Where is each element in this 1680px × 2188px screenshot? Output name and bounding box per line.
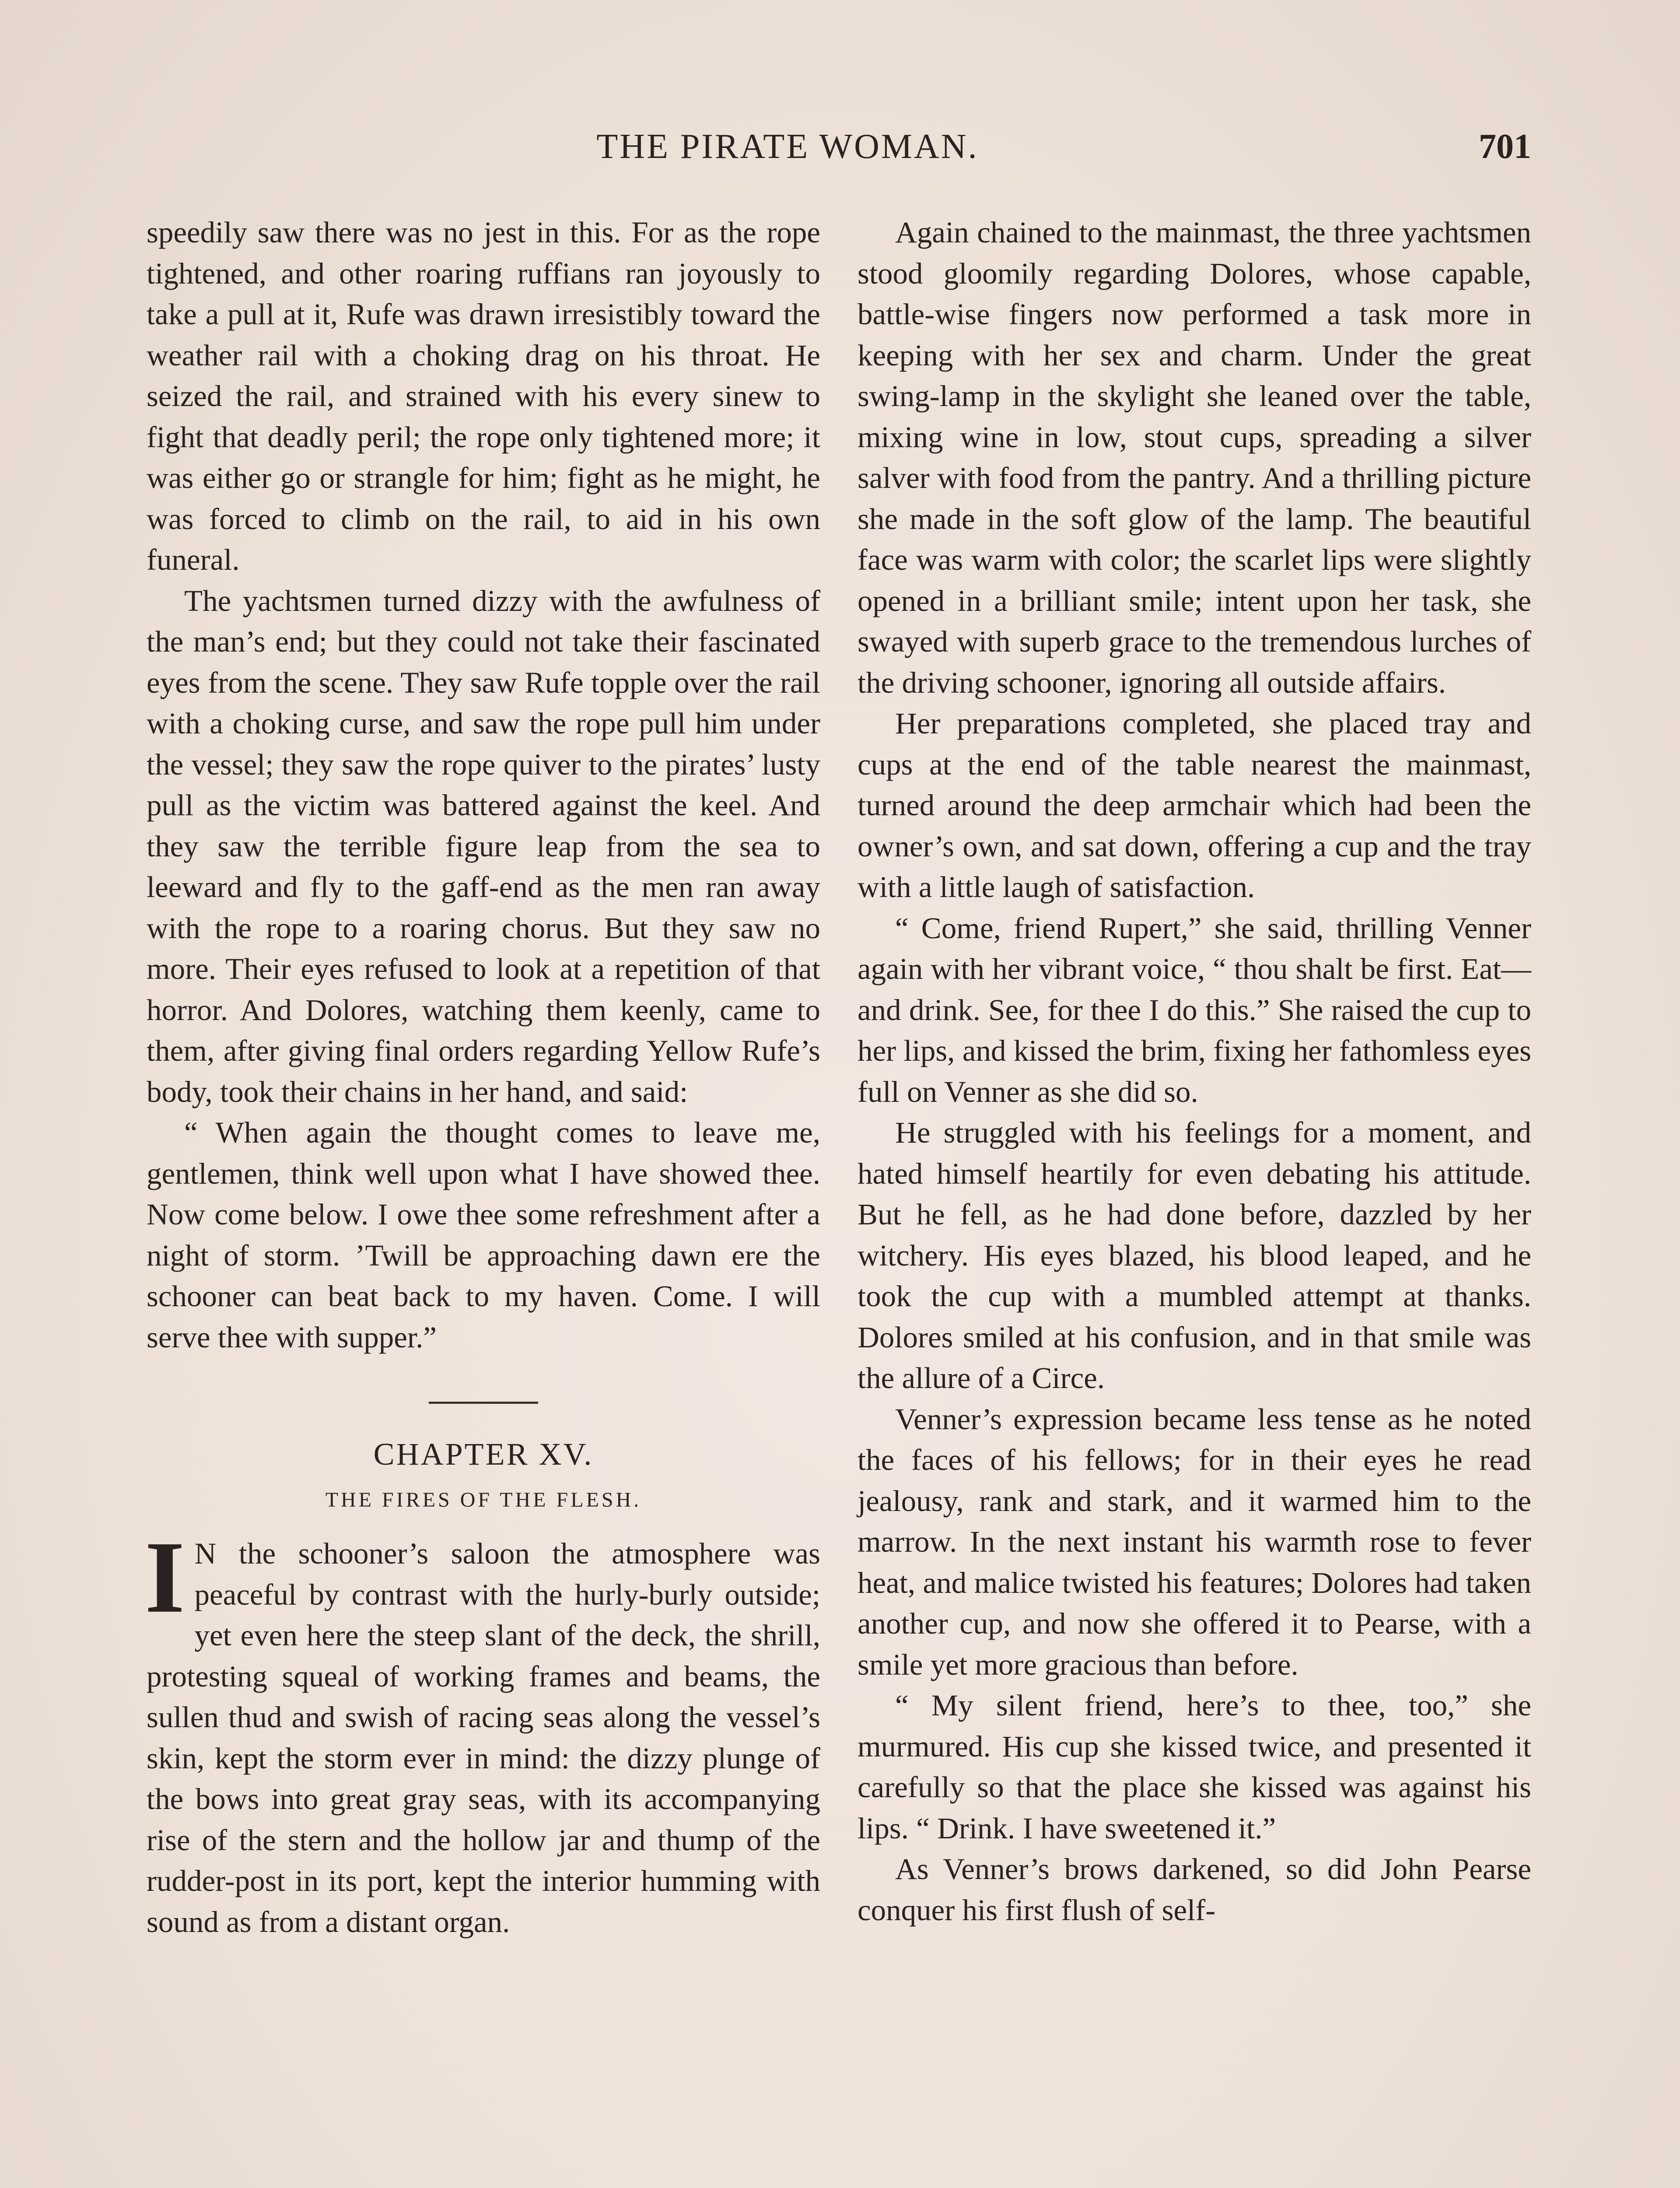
paragraph: “ Come, friend Rupert,” she said, thrilling Venner again with her vibrant voice, “ thou shalt be first. Eat—and drink. See, for thee I do this.” She raised the cup to her lips, and kissed the brim, fixing her fathomless eyes full on Venner as she did so. — [858, 911, 1531, 1108]
paragraph: speedily saw there was no jest in this. For as the rope tightened, and other roaring ruffians ran joyously to take a pull at it, Rufe was drawn irresistibly toward the weather rail with a choking drag on his throat. He seized the rail, and strained with his every sinew to fight that deadly peril; the rope only tightened more; it was either go or strangle for him; fight as he might, he was forced to climb on the rail, to aid in his own funeral. — [147, 216, 820, 576]
left-column — [147, 212, 820, 1943]
paragraph: “ My silent friend, here’s to thee, too,” she murmured. His cup she kissed twice, and presented it carefully so that the place she kissed was against his lips. “ Drink. I have sweetened it.” — [858, 1689, 1531, 1845]
chapter-first-paragraph — [145, 1520, 820, 1943]
right-column — [858, 212, 1531, 1931]
chapter-subtitle: THE FIRES OF THE FLESH. — [325, 1488, 642, 1511]
paragraph: Again chained to the mainmast, the three yachtsmen stood gloomily regarding Dolores, whose capable, battle-wise fingers now performed a task more in keeping with her sex and charm. Under the great swing-lamp in the skylight she leaned over the table, mixing wine in low, stout cups, spreading a silver salver with food from the pantry. And a thrilling picture she made in the soft glow of the lamp. The beautiful face was warm with color; the scarlet lips were slightly opened in a brilliant smile; intent upon her task, she swayed with superb grace to the tremendous lurches of the driving schooner, ignoring all outside affairs. — [858, 216, 1531, 699]
paragraph: As Venner’s brows darkened, so did John Pearse conquer his first flush of self- — [858, 1852, 1531, 1927]
page-number: 701 — [1479, 127, 1531, 166]
running-title: THE PIRATE WOMAN. — [596, 127, 979, 166]
paragraph: Her preparations completed, she placed tray and cups at the end of the table nearest the mainmast, turned around the deep armchair which had been the owner’s own, and sat down, offering a cup and the tray with a little laugh of satisfaction. — [858, 707, 1531, 904]
chapter-title: CHAPTER XV. — [373, 1437, 594, 1472]
drop-cap: I — [145, 1520, 185, 1634]
paragraph: The yachtsmen turned dizzy with the awfulness of the man’s end; but they could not take their fascinated eyes from the scene. They saw Rufe topple over the rail with a choking curse, and saw the rope pull him under the vessel; they saw the rope quiver to the pirates’ lusty pull as the victim was battered against the keel. And they saw the terrible figure leap from the sea to leeward and fly to the gaff-end as the men ran away with the rope to a roaring chorus. But they saw no more. Their eyes refused to look at a repetition of that horror. And Dolores, watching them keenly, came to them, after giving final orders regarding Yellow Rufe’s body, took their chains in her hand, and said: — [147, 584, 820, 1108]
section-divider — [429, 1402, 538, 1404]
paragraph: “ When again the thought comes to leave me, gentlemen, think well upon what I have showed thee. Now come below. I owe thee some refreshment after a night of storm. ’Twill be approaching dawn ere the schooner can beat back to my haven. Come. I will serve thee with supper.” — [147, 1116, 820, 1354]
paragraph-text: N the schooner’s saloon the atmosphere was peaceful by contrast with the hurly-burly outside; yet even here the steep slant of the deck, the shrill, protesting squeal of working frames and beams, the sullen thud and swish of racing seas along the vessel’s skin, kept the storm ever in mind: the dizzy plunge of the bows into great gray seas, with its accompanying rise of the stern and the hollow jar and thump of the rudder-post in its port, kept the interior humming with sound as from a distant organ. — [147, 1537, 820, 1939]
paragraph: Venner’s expression became less tense as he noted the faces of his fellows; for in their eyes he read jealousy, rank and stark, and it warmed him to the marrow. In the next instant his warmth rose to fever heat, and malice twisted his features; Dolores had taken another cup, and now she offered it to Pearse, with a smile yet more gracious than before. — [858, 1402, 1531, 1681]
paragraph: He struggled with his feelings for a moment, and hated himself heartily for even debating his attitude. But he fell, as he had done before, dazzled by her witchery. His eyes blazed, his blood leaped, and he took the cup with a mumbled attempt at thanks. Dolores smiled at his confusion, and in that smile was the allure of a Circe. — [858, 1116, 1531, 1395]
